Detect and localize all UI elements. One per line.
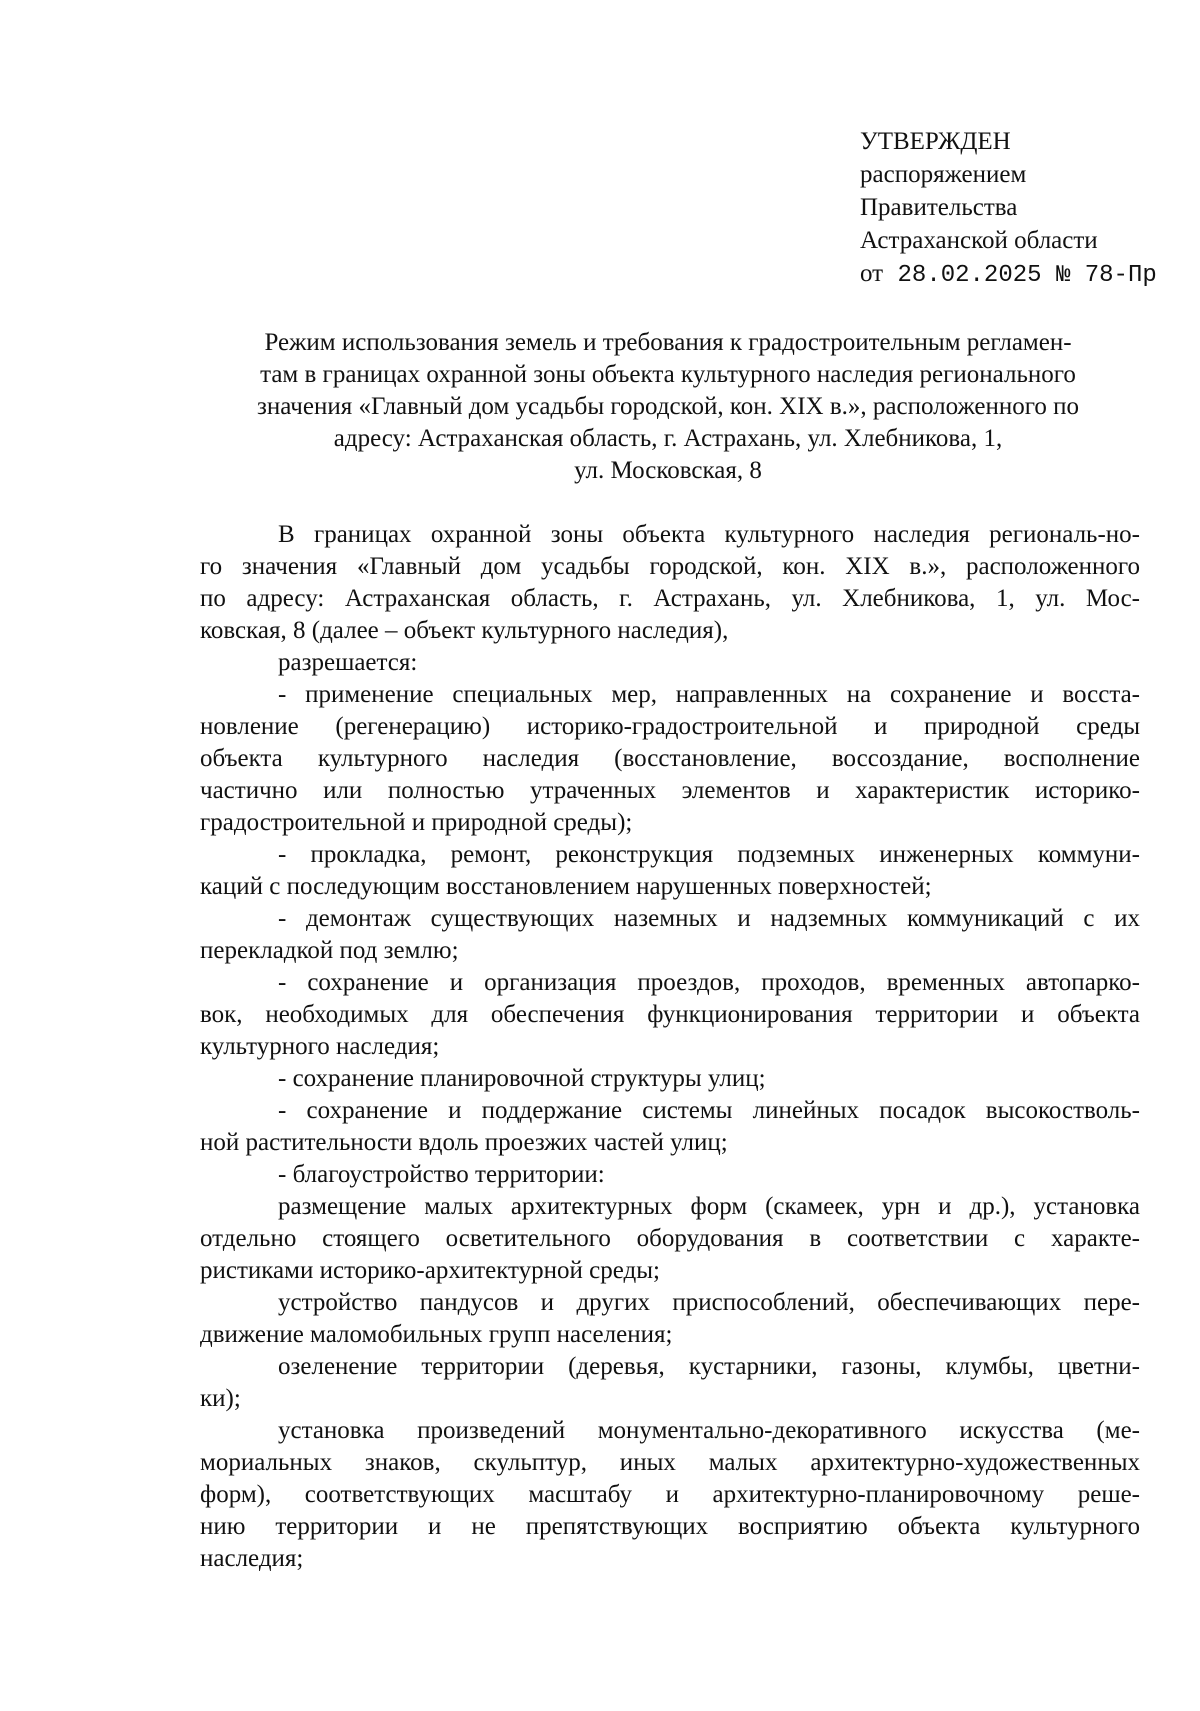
body-line: перекладкой под землю;: [200, 937, 459, 964]
body-line: В границах охранной зоны объекта культурного наследия региональ-но-: [278, 521, 1140, 548]
body-line: форм), соответствующих масштабу и архитектурно-планировочному реше-: [200, 1481, 1140, 1508]
body-line: ристиками историко-архитектурной среды;: [200, 1257, 660, 1284]
body-line: частично или полностью утраченных элементов и характеристик историко-: [200, 777, 1140, 804]
title-line: значения «Главный дом усадьбы городской, кон. XIX в.», расположенного по: [256, 393, 1080, 420]
document-title: [198, 327, 1138, 487]
title-line: адресу: Астраханская область, г. Астрахань, ул. Хлебникова, 1,: [333, 425, 1003, 452]
approval-date-prefix: от: [860, 260, 884, 287]
approval-line-government: Правительства: [860, 194, 1018, 221]
body-line: ковская, 8 (далее – объект культурного наследия),: [200, 617, 729, 644]
title-line: ул. Московская, 8: [574, 457, 762, 484]
body-line: ной растительности вдоль проезжих частей улиц;: [200, 1129, 728, 1156]
body-line: - сохранение и поддержание системы линейных посадок высокостволь-: [278, 1097, 1140, 1124]
body-line: ки);: [200, 1385, 241, 1412]
body-line: - демонтаж существующих наземных и надземных коммуникаций с их: [278, 905, 1140, 932]
body-line: движение маломобильных групп населения;: [200, 1321, 673, 1348]
body-line: озеленение территории (деревья, кустарники, газоны, клумбы, цветни-: [278, 1353, 1140, 1380]
body-line: объекта культурного наследия (восстановление, воссоздание, восполнение: [200, 745, 1140, 772]
body-line: - благоустройство территории:: [278, 1161, 605, 1188]
body-line: нию территории и не препятствующих восприятию объекта культурного: [200, 1513, 1140, 1540]
body-line: по адресу: Астраханская область, г. Астрахань, ул. Хлебникова, 1, ул. Мос-: [200, 585, 1140, 612]
approval-line-decree: распоряжением: [860, 161, 1027, 188]
title-line: там в границах охранной зоны объекта культурного наследия регионального: [260, 361, 1076, 388]
approval-line-region: Астраханской области: [860, 227, 1098, 254]
body-line: - сохранение планировочной структуры улиц;: [278, 1065, 766, 1092]
approval-stamp: [860, 125, 1157, 292]
body-line: разрешается:: [278, 649, 418, 676]
approval-date-number: 28.02.2025 № 78-Пр: [897, 262, 1157, 289]
body-line: наследия;: [200, 1545, 304, 1572]
body-line: - сохранение и организация проездов, проходов, временных автопарко-: [278, 969, 1140, 996]
approval-date-line: [860, 257, 1157, 292]
body-line: устройство пандусов и других приспособлений, обеспечивающих пере-: [278, 1289, 1140, 1316]
body-line: новление (регенерацию) историко-градостроительной и природной среды: [200, 713, 1140, 740]
approval-title: УТВЕРЖДЕН: [860, 128, 1011, 155]
body-line: вок, необходимых для обеспечения функционирования территории и объекта: [200, 1001, 1140, 1028]
body-line: го значения «Главный дом усадьбы городской, кон. XIX в.», расположенного: [200, 553, 1140, 580]
body-line: установка произведений монументально-декоративного искусства (ме-: [278, 1417, 1140, 1444]
body-line: градостроительной и природной среды);: [200, 809, 633, 836]
title-line: Режим использования земель и требования к градостроительным регламен-: [264, 329, 1072, 356]
body-line: каций с последующим восстановлением нарушенных поверхностей;: [200, 873, 932, 900]
document-body: [200, 519, 1140, 1575]
body-line: культурного наследия;: [200, 1033, 440, 1060]
body-line: отдельно стоящего осветительного оборудования в соответствии с характе-: [200, 1225, 1140, 1252]
body-line: - прокладка, ремонт, реконструкция подземных инженерных коммуни-: [278, 841, 1140, 868]
body-line: - применение специальных мер, направленных на сохранение и восста-: [278, 681, 1140, 708]
body-line: размещение малых архитектурных форм (скамеек, урн и др.), установка: [278, 1193, 1140, 1220]
body-line: мориальных знаков, скульптур, иных малых архитектурно-художественных: [200, 1449, 1140, 1476]
